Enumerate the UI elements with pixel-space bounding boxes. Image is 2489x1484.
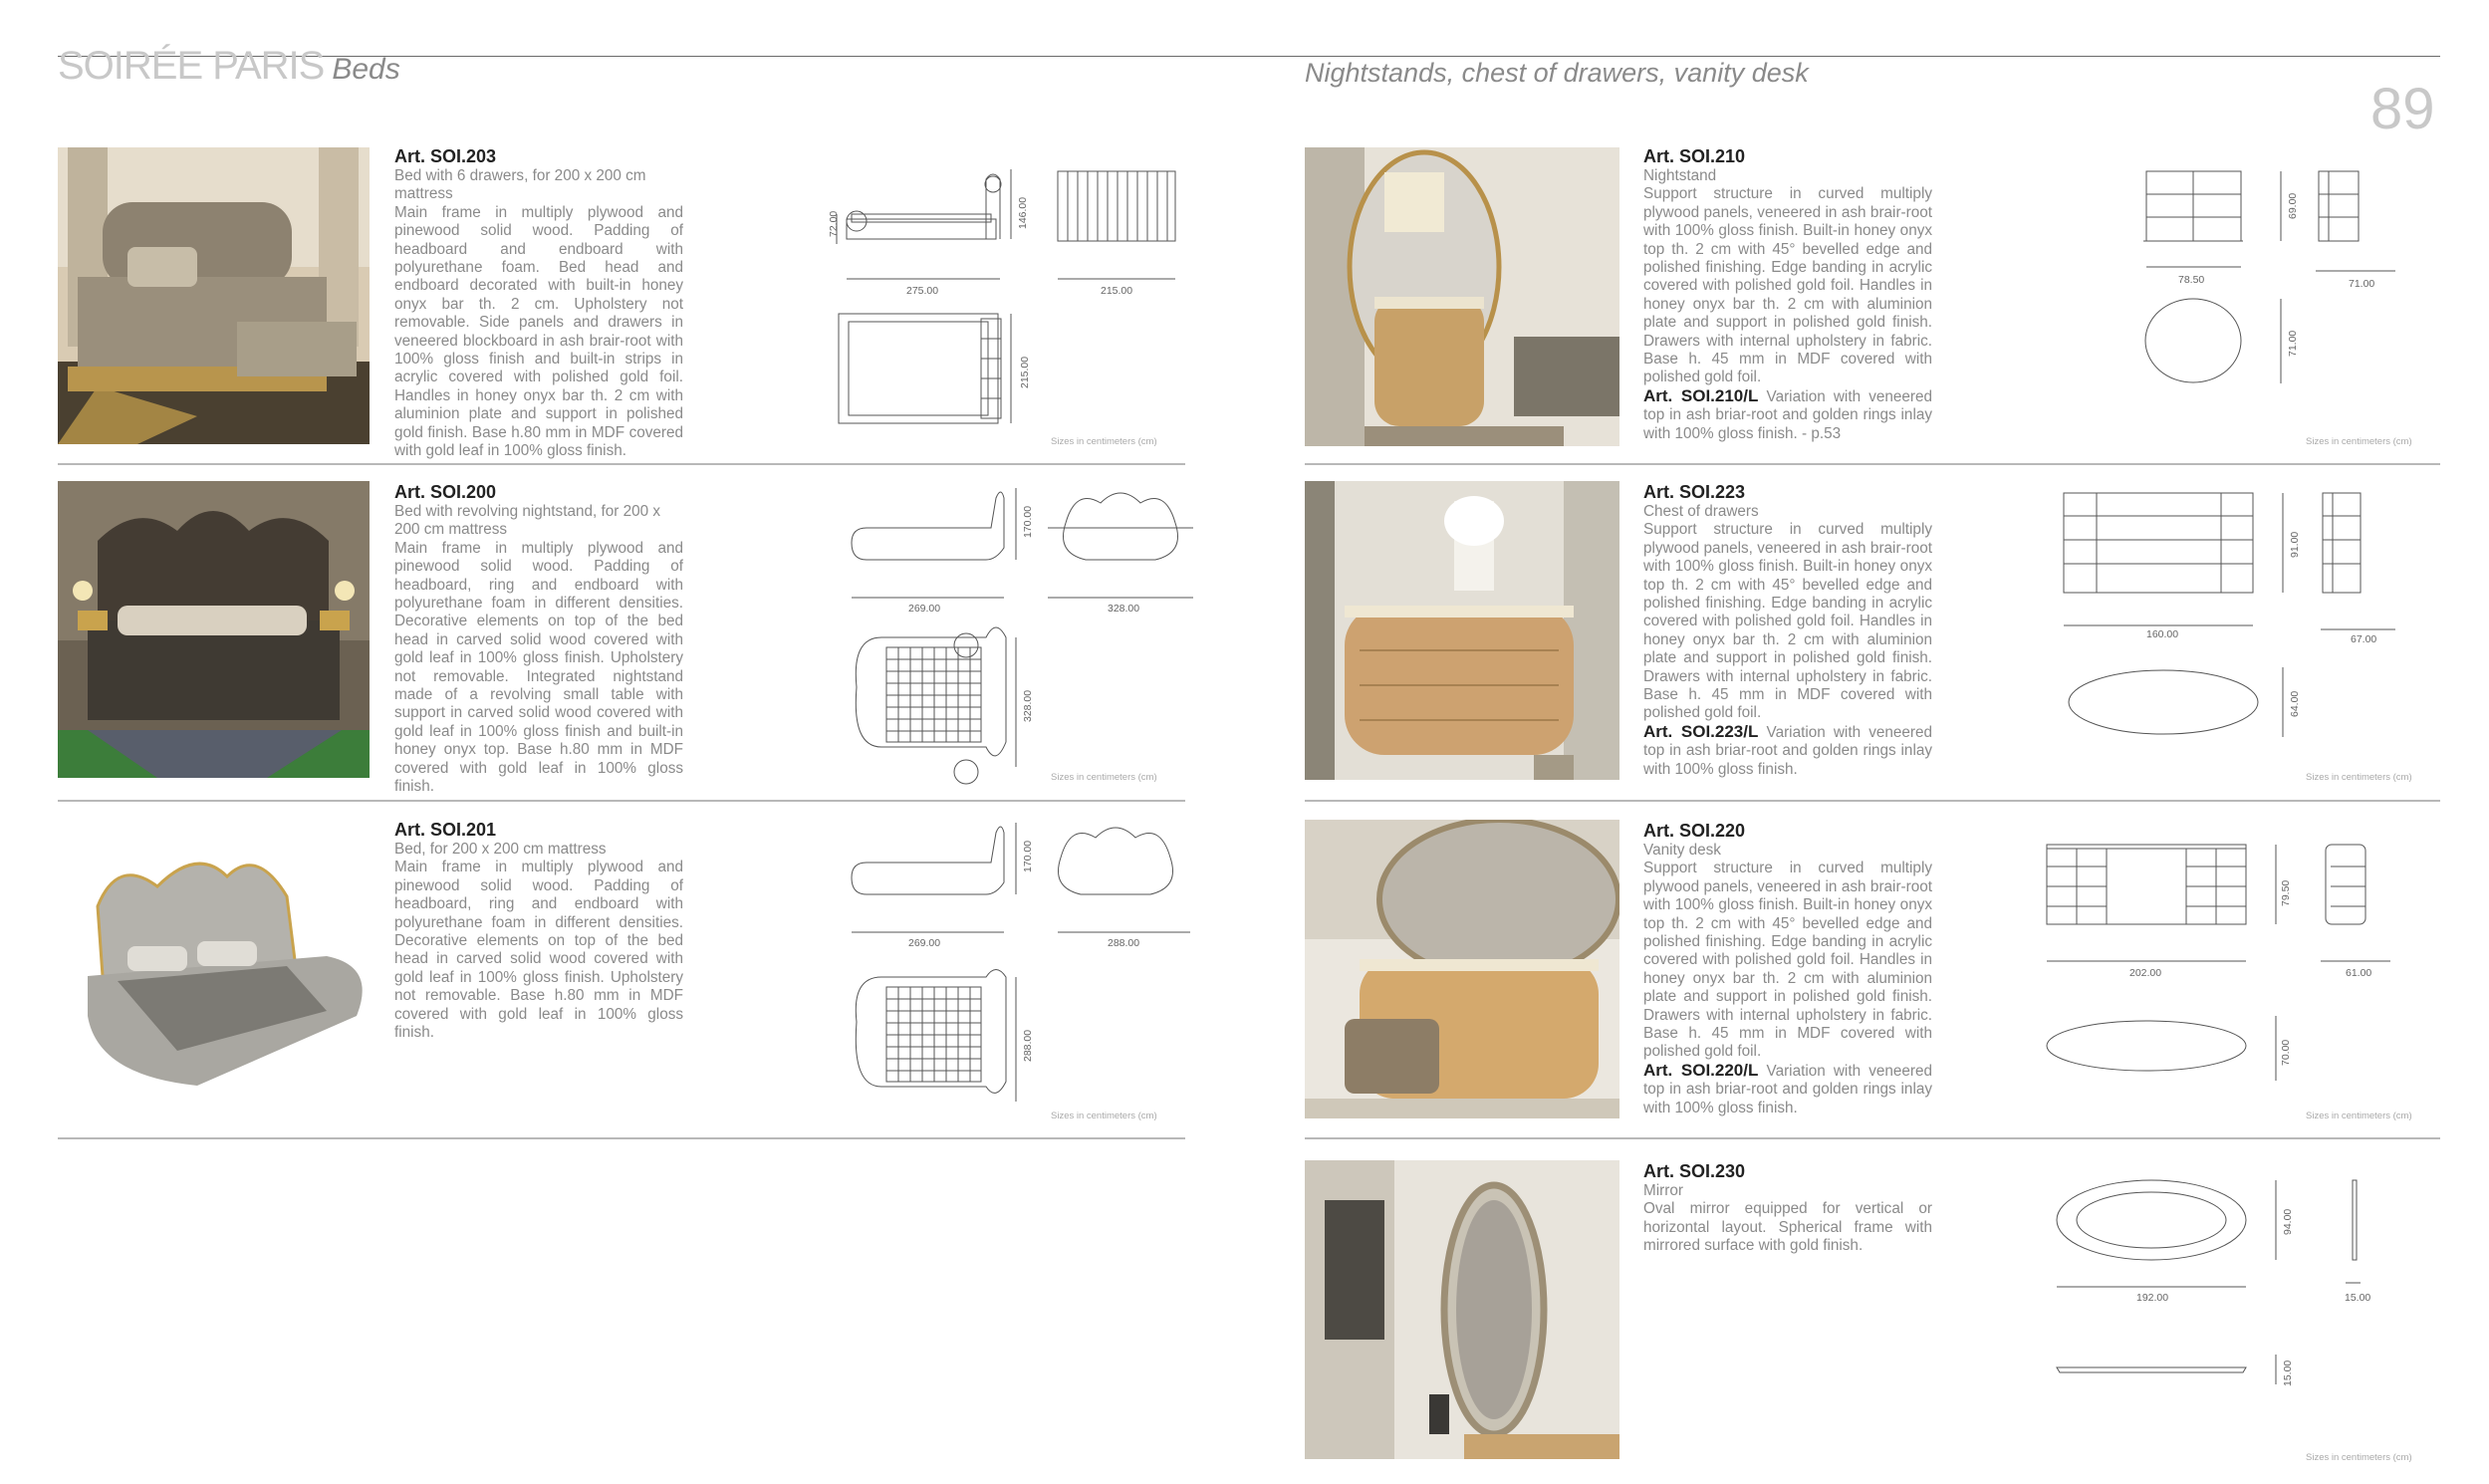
- row-separator: [1305, 800, 2440, 802]
- dim-width: 160.00: [2146, 628, 2179, 640]
- dim-height: 91.00: [2289, 531, 2301, 558]
- article-subtitle: Bed with revolving nightstand, for 200 x 200 cm mattress: [394, 503, 661, 539]
- dim-length: 269.00: [908, 603, 941, 615]
- dim-width: 78.50: [2178, 274, 2205, 286]
- technical-drawing-soi230: [2052, 1175, 2390, 1404]
- product-photo-soi201: [58, 817, 370, 1113]
- technical-drawing-soi220: [2032, 837, 2410, 1096]
- variation-text: Variation with veneered top in ash briar-root and golden rings inlay with 100% gloss finish.: [1643, 723, 1933, 778]
- sizes-note: Sizes in centimeters (cm): [2306, 436, 2412, 447]
- article-body: Support structure in curved multiply plywood panels, veneered in ash brair-root with 100% gloss finish. Built-in honey onyx top th. 2 cm with 45° bevelled edge and polished finishing. Edge banding in acrylic covered with polished gold foil. Handles in honey onyx bar th. 2 cm with aluminion plate and support in polished gold finish. Drawers with internal upholstery in fabric. Base h. 45 mm in MDF covered with polished gold foil.: [1643, 860, 1932, 1061]
- technical-drawing-soi201: [837, 813, 1215, 1121]
- dim-depth: 67.00: [2351, 633, 2377, 645]
- article-code: Art. SOI.210: [1643, 146, 1746, 166]
- product-description-soi201: [394, 819, 683, 1042]
- product-description-soi200: [394, 481, 683, 797]
- dim-depth: 71.00: [2349, 278, 2375, 290]
- right-page-title: Nightstands, chest of drawers, vanity desk: [1305, 58, 1809, 88]
- article-body: Main frame in multiply plywood and pinewood solid wood. Padding of headboard, ring and endboard with polyurethane foam in different densities. Decorative elements on top of the bed head in carved solid wood covered with gold leaf in 100% gloss finish. Upholstery not removable. Integrated nightstand made of a revolving small table with support in carved solid wood covered with gold leaf in 100% gloss finish and built-in honey onyx top. Base h.80 mm in MDF covered with gold leaf in 100% gloss finish.: [394, 539, 683, 796]
- dim-top-depth: 15.00: [2282, 1360, 2294, 1386]
- row-separator: [58, 463, 1185, 465]
- product-photo-soi230: [1305, 1160, 1619, 1459]
- technical-drawing-soi203: [797, 159, 1215, 448]
- row-separator: [58, 800, 1185, 802]
- article-subtitle: Nightstand: [1643, 167, 1717, 184]
- dim-length: 269.00: [908, 937, 941, 949]
- dim-width: 192.00: [2136, 1292, 2169, 1304]
- variation-text: Variation with veneered top in ash briar-root and golden rings inlay with 100% gloss finish. - p.53: [1643, 387, 1933, 442]
- brand-title: [58, 44, 400, 89]
- product-description-soi230: [1643, 1160, 1932, 1256]
- dim-top-depth: 64.00: [2289, 690, 2301, 717]
- article-body: Oval mirror equipped for vertical or horizontal layout. Spherical frame with mirrored surface with gold finish.: [1643, 1200, 1932, 1255]
- product-photo-soi223: [1305, 481, 1619, 780]
- dim-top-width: 215.00: [1019, 356, 1031, 388]
- dim-head-height: 146.00: [1017, 196, 1029, 229]
- dim-height: 72.00: [828, 210, 840, 237]
- variation-code: Art. SOI.220/L: [1643, 1060, 1759, 1080]
- sizes-note: Sizes in centimeters (cm): [2306, 1452, 2412, 1463]
- article-body: Main frame in multiply plywood and pinewood solid wood. Padding of headboard and endboard with polyurethane foam. Bed head and endboard decorated with built-in honey onyx bar th. 2 cm. Upholstery not removable. Side panels and drawers in veneered blockboard in ash brair-root with 100% gloss finish and built-in strips in acrylic covered with polished gold foil. Handles in honey onyx bar th. 2 cm with aluminion plate and support in polished gold finish. Base h.80 mm in MDF covered with gold leaf in 100% gloss finish.: [394, 203, 683, 460]
- product-description-soi203: [394, 145, 683, 461]
- dim-head-height: 170.00: [1022, 840, 1034, 872]
- article-subtitle: Mirror: [1643, 1182, 1683, 1199]
- article-body: Support structure in curved multiply plywood panels, veneered in ash brair-root with 100% gloss finish. Built-in honey onyx top th. 2 cm with 45° bevelled edge and polished finishing. Edge banding in acrylic covered with polished gold foil. Handles in honey onyx bar th. 2 cm with aluminion plate and support in polished gold finish. Drawers with internal upholstery in fabric. Base h. 45 mm in MDF covered with polished gold foil.: [1643, 185, 1932, 386]
- section-name: Beds: [332, 53, 400, 86]
- row-separator: [58, 1137, 1185, 1139]
- page-number: 89: [2370, 77, 2435, 141]
- sizes-note: Sizes in centimeters (cm): [1051, 1111, 1157, 1121]
- variation-code: Art. SOI.223/L: [1643, 721, 1759, 741]
- article-subtitle: Chest of drawers: [1643, 503, 1759, 520]
- sizes-note: Sizes in centimeters (cm): [2306, 772, 2412, 783]
- dim-width: 288.00: [1108, 937, 1140, 949]
- article-subtitle: Vanity desk: [1643, 842, 1721, 859]
- product-photo-soi200: [58, 481, 370, 778]
- header-rule: [58, 56, 2440, 57]
- product-description-soi220: [1643, 820, 1932, 1117]
- product-photo-soi210: [1305, 147, 1619, 446]
- sizes-note: Sizes in centimeters (cm): [2306, 1111, 2412, 1121]
- technical-drawing-soi200: [837, 478, 1215, 787]
- technical-drawing-soi223: [2052, 488, 2420, 757]
- dim-width: 215.00: [1101, 285, 1133, 297]
- dim-height: 79.50: [2280, 879, 2292, 906]
- product-description-soi210: [1643, 145, 1932, 443]
- dim-length: 275.00: [906, 285, 939, 297]
- row-separator: [1305, 1137, 2440, 1139]
- sizes-note: Sizes in centimeters (cm): [1051, 772, 1157, 783]
- technical-drawing-soi210: [2131, 159, 2420, 398]
- variation-text: Variation with veneered top in ash briar-root and golden rings inlay with 100% gloss finish.: [1643, 1062, 1933, 1116]
- product-description-soi223: [1643, 481, 1932, 779]
- dim-top-width: 288.00: [1022, 1029, 1034, 1062]
- product-photo-soi220: [1305, 820, 1619, 1118]
- dim-width: 202.00: [2129, 967, 2162, 979]
- article-body: Support structure in curved multiply plywood panels, veneered in ash brair-root with 100% gloss finish. Built-in honey onyx top th. 2 cm with 45° bevelled edge and polished finishing. Edge banding in acrylic covered with polished gold foil. Handles in honey onyx bar th. 2 cm with aluminion plate and support in polished gold finish. Drawers with internal upholstery in fabric. Base h. 45 mm in MDF covered with polished gold foil.: [1643, 521, 1932, 722]
- dim-height: 69.00: [2287, 192, 2299, 219]
- dim-head-height: 170.00: [1022, 505, 1034, 538]
- dim-top-depth: 70.00: [2280, 1039, 2292, 1066]
- article-subtitle: Bed with 6 drawers, for 200 x 200 cm mattress: [394, 167, 646, 203]
- sizes-note: Sizes in centimeters (cm): [1051, 436, 1157, 447]
- dim-depth: 15.00: [2345, 1292, 2371, 1304]
- dim-width: 328.00: [1108, 603, 1140, 615]
- dim-depth: 61.00: [2346, 967, 2372, 979]
- article-code: Art. SOI.203: [394, 146, 497, 166]
- dim-height: 94.00: [2282, 1208, 2294, 1235]
- article-code: Art. SOI.230: [1643, 1161, 1746, 1181]
- dim-top-width: 328.00: [1022, 689, 1034, 722]
- article-code: Art. SOI.200: [394, 482, 497, 502]
- brand-name: SOIRÉE PARIS: [58, 44, 325, 88]
- article-code: Art. SOI.223: [1643, 482, 1746, 502]
- variation-code: Art. SOI.210/L: [1643, 385, 1759, 405]
- article-code: Art. SOI.220: [1643, 821, 1746, 841]
- article-code: Art. SOI.201: [394, 820, 497, 840]
- article-body: Main frame in multiply plywood and pinewood solid wood. Padding of headboard, ring and endboard with polyurethane foam in different densities. Decorative elements on top of the bed head in carved solid wood covered with gold leaf in 100% gloss finish. Upholstery not removable. Base h.80 mm in MDF covered with gold leaf in 100% gloss finish.: [394, 859, 683, 1042]
- article-subtitle: Bed, for 200 x 200 cm mattress: [394, 841, 607, 858]
- dim-top-depth: 71.00: [2287, 330, 2299, 357]
- row-separator: [1305, 463, 2440, 465]
- product-photo-soi203: [58, 147, 370, 444]
